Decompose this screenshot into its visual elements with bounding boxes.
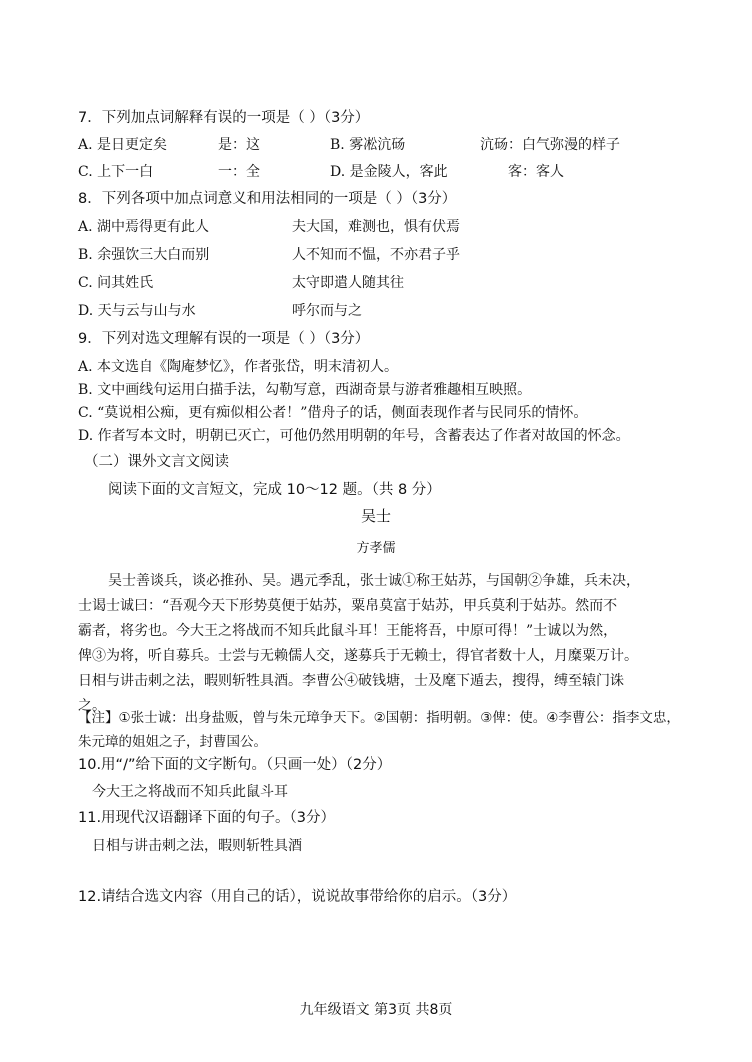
q10-sentence: 今大王之将战而不知兵此鼠斗耳: [92, 784, 288, 800]
q7-option-a-gloss: 是：这: [218, 137, 260, 153]
passage-line: 之。: [78, 698, 106, 714]
passage-line: 士谒士诚曰：“吾观今天下形势莫便于姑苏，粟帛莫富于姑苏，甲兵莫利于姑苏。然而不: [78, 598, 618, 614]
q9-option-b: B. 文中画线句运用白描手法，勾勒写意，西湖奇景与游者雅趣相互映照。: [78, 382, 532, 398]
q8-option-a-compare: 夫大国，难测也，惧有伏焉: [292, 219, 460, 235]
q8-stem: 8．下列各项中加点词意义和用法相同的一项是（ ）（3分）: [78, 191, 457, 207]
q7-stem: 7．下列加点词解释有误的一项是（ ）（3分）: [78, 110, 370, 126]
q12-stem: 12.请结合选文内容（用自己的话），说说故事带给你的启示。（3分）: [78, 889, 517, 905]
q8-option-b-compare: 人不知而不愠，不亦君子乎: [292, 247, 460, 263]
q7-option-b-text: B. 雾凇沆砀: [330, 137, 406, 153]
section-instruction: 阅读下面的文言短文，完成 10～12 题。（共 8 分）: [108, 482, 441, 498]
passage-line: 吴士善谈兵，谈必推孙、吴。遇元季乱，张士诚①称王姑苏，与国朝②争雄，兵未决，: [108, 573, 640, 589]
q7-option-a-text: A. 是日更定矣: [78, 137, 168, 153]
q9-option-d: D. 作者写本文时，明朝已灭亡，可他仍然用明朝的年号，含蓄表达了作者对故国的怀念。: [78, 428, 630, 444]
passage-line: 霸者，将劣也。今大王之将战而不知兵此鼠斗耳！王能将吾，中原可得！”士诚以为然，: [78, 623, 618, 639]
passage-author: 方孝儒: [356, 541, 396, 556]
q7-option-b-gloss: 沆砀：白气弥漫的样子: [480, 137, 620, 153]
q9-option-a: A. 本文选自《陶庵梦忆》，作者张岱，明末清初人。: [78, 359, 399, 375]
page-footer: 九年级语文 第3页 共8页: [299, 1002, 453, 1018]
q7-option-c-gloss: 一：全: [218, 164, 260, 180]
q8-option-c-compare: 太守即遣人随其往: [292, 275, 404, 291]
passage-line: 俾③为将，听自募兵。士尝与无赖儒人交，遂募兵于无赖士，得官者数十人，月糜粟万计。: [78, 648, 638, 664]
q9-stem: 9．下列对选文理解有误的一项是（ ）（3分）: [78, 331, 370, 347]
q9-option-c: C. “莫说相公痴，更有痴似相公者！”借舟子的话，侧面表现作者与民同乐的情怀。: [78, 405, 588, 421]
q7-option-d-gloss: 客：客人: [508, 164, 564, 180]
q7-option-d-text: D. 是金陵人，客此: [330, 164, 448, 180]
passage-title: 吴士: [360, 507, 391, 525]
q10-stem: 10.用“/”给下面的文字断句。（只画一处）（2分）: [78, 757, 392, 773]
q8-option-b-text: B. 余强饮三大白而别: [78, 247, 210, 263]
section-heading: （二）课外文言文阅读: [84, 454, 229, 470]
q7-option-c-text: C. 上下一白: [78, 164, 154, 180]
q8-option-d-compare: 呼尔而与之: [292, 303, 362, 319]
annotation-note-continued: 朱元璋的姐姐之子，封曹国公。: [78, 734, 267, 750]
q8-option-d-text: D. 天与云与山与水: [78, 303, 196, 319]
q8-option-a-text: A. 湖中焉得更有此人: [78, 219, 210, 235]
passage-line: 日相与讲击刺之法，暇则斩牲具酒。李曹公④破钱塘，士及麾下遁去，搜得，缚至辕门诛: [78, 673, 624, 689]
q11-stem: 11.用现代汉语翻译下面的句子。（3分）: [78, 810, 336, 826]
annotation-note: 【注】①张士诚：出身盐贩，曾与朱元璋争天下。②国朝：指明朝。③俾：使。④李曹公：指李文忠，: [78, 710, 680, 726]
q11-sentence: 日相与讲击刺之法，暇则斩牲具酒: [92, 838, 302, 854]
q8-option-c-text: C. 问其姓氏: [78, 275, 154, 291]
